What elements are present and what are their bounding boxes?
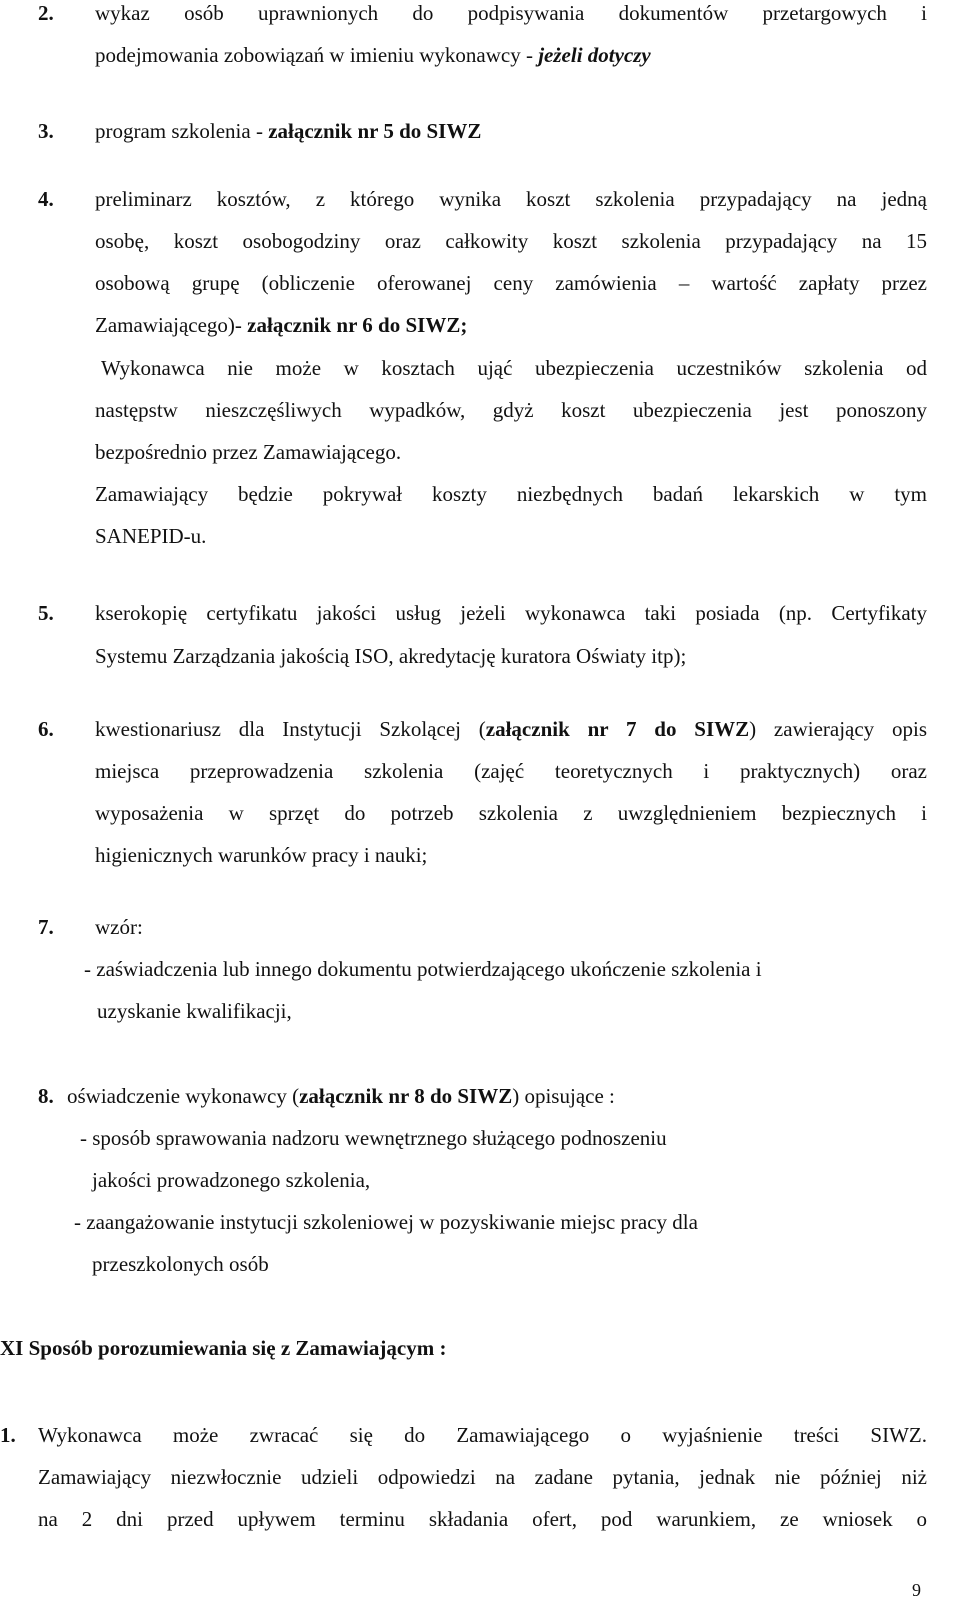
item-text-line [95, 716, 927, 742]
item-text-line: preliminarz kosztów, z którego wynika koszt szkolenia przypadający na jedną [95, 187, 927, 211]
item-text-line: kserokopię certyfikatu jakości usług jeżeli wykonawca taki posiada (np. Certyfikaty [95, 601, 927, 625]
item-text-line: SANEPID-u. [95, 524, 207, 548]
item-text-line: osobową grupę (obliczenie oferowanej ceny zamówienia – wartość zapłaty przez [95, 271, 927, 295]
item-text-line: wzór: [95, 915, 143, 939]
page-number: 9 [912, 1580, 921, 1600]
section-heading: XI Sposób porozumiewania się z Zamawiającym : [0, 1336, 447, 1360]
paragraph-text-line: Zamawiający niezwłocznie udzieli odpowiedzi na zadane pytania, jednak nie później niż [38, 1465, 927, 1489]
item-text-line: Wykonawca nie może w kosztach ująć ubezpieczenia uczestników szkolenia od [101, 356, 927, 380]
item-text-line [67, 1083, 615, 1109]
item-text-line: następstw nieszczęśliwych wypadków, gdyż koszt ubezpieczenia jest ponoszony [95, 398, 927, 422]
item-number: 5. [38, 601, 54, 625]
item-text-line: uzyskanie kwalifikacji, [97, 999, 292, 1023]
item-text-line: wykaz osób uprawnionych do podpisywania dokumentów przetargowych i [95, 1, 927, 25]
item-text-line: Systemu Zarządzania jakością ISO, akredytację kuratora Oświaty itp); [95, 644, 687, 668]
attachment-ref: załącznik nr 7 do SIWZ [485, 717, 750, 741]
item-text-line [95, 118, 481, 144]
item-text-line: osobę, koszt osobogodziny oraz całkowity koszt szkolenia przypadający na 15 [95, 229, 927, 253]
item-number: 2. [38, 1, 54, 25]
item-text-line: miejsca przeprowadzenia szkolenia (zajęć teoretycznych i praktycznych) oraz [95, 759, 927, 783]
attachment-ref: załącznik nr 8 do SIWZ [299, 1084, 513, 1108]
item-number: 8. [38, 1084, 54, 1108]
item-text: program szkolenia - [95, 119, 269, 143]
item-text: kwestionariusz dla Instytucji Szkolącej ( [95, 717, 486, 741]
attachment-ref: załącznik nr 6 do SIWZ; [247, 313, 468, 337]
item-text-line: higienicznych warunków pracy i nauki; [95, 843, 428, 867]
item-text: oświadczenie wykonawcy ( [67, 1084, 300, 1108]
item-text-line: Zamawiający będzie pokrywał koszty niezbędnych badań lekarskich w tym [95, 482, 927, 506]
item-text-line: - zaangażowanie instytucji szkoleniowej w pozyskiwanie miejsc pracy dla [74, 1210, 698, 1234]
item-text-line: bezpośrednio przez Zamawiającego. [95, 440, 402, 464]
item-number: 4. [38, 187, 54, 211]
item-text: podejmowania zobowiązań w imieniu wykonawcy - [95, 43, 539, 67]
paragraph-text-line: Wykonawca może zwracać się do Zamawiającego o wyjaśnienie treści SIWZ. [38, 1423, 927, 1447]
paragraph-text-line: na 2 dni przed upływem terminu składania ofert, pod warunkiem, ze wniosek o [38, 1507, 927, 1531]
item-text: Zamawiającego)- [95, 313, 248, 337]
item-text-line [95, 42, 651, 68]
item-number: 7. [38, 915, 54, 939]
item-text-line: jakości prowadzonego szkolenia, [92, 1168, 371, 1192]
item-text-line: - sposób sprawowania nadzoru wewnętrznego służącego podnoszeniu [80, 1126, 667, 1150]
item-text: ) opisujące : [512, 1084, 615, 1108]
item-text: ) zawierający opis [749, 717, 927, 741]
item-text-line: - zaświadczenia lub innego dokumentu potwierdzającego ukończenie szkolenia i [84, 957, 762, 981]
item-text-line: przeszkolonych osób [92, 1252, 269, 1276]
item-text-line: wyposażenia w sprzęt do potrzeb szkolenia z uwzględnieniem bezpiecznych i [95, 801, 927, 825]
attachment-ref: załącznik nr 5 do SIWZ [268, 119, 482, 143]
item-note: jeżeli dotyczy [538, 43, 651, 67]
item-text-line [95, 312, 467, 338]
paragraph-number: 1. [0, 1423, 16, 1447]
item-number: 3. [38, 119, 54, 143]
item-number: 6. [38, 717, 54, 741]
